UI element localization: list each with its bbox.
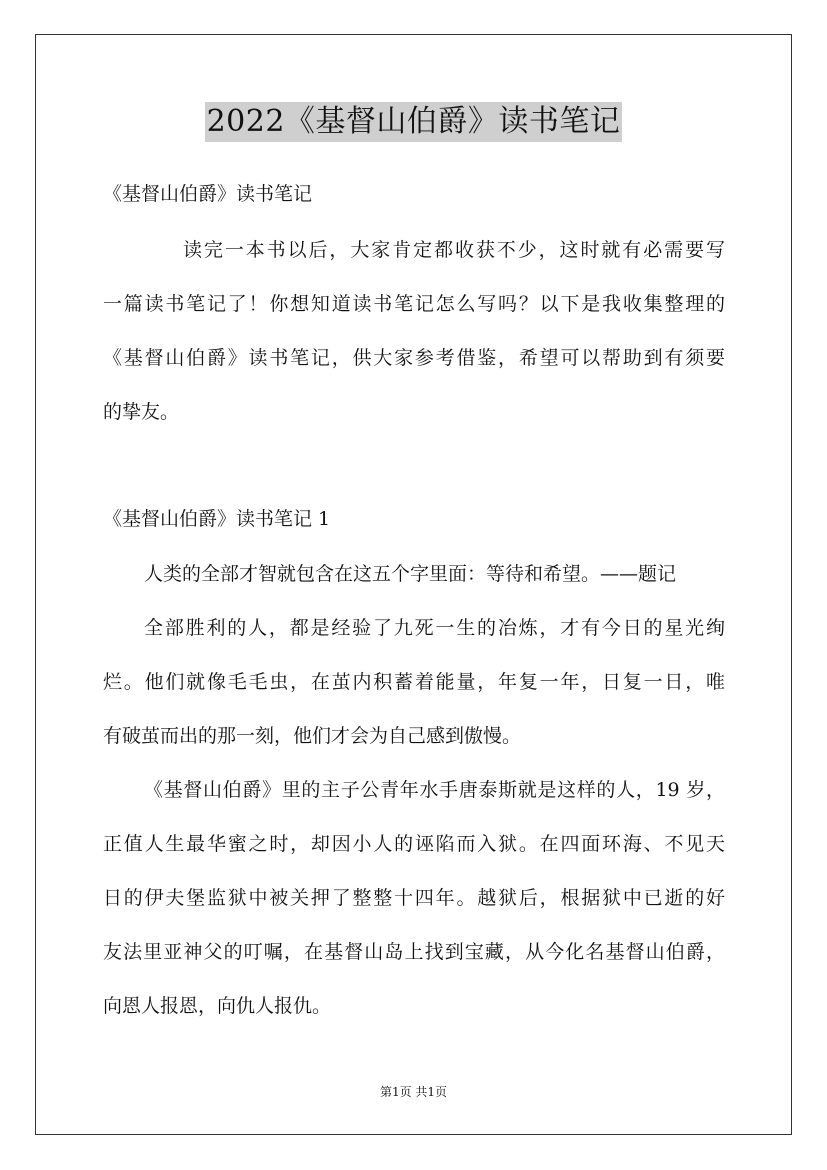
body-line-1: 人类的全部才智就包含在这五个字里面：等待和希望。——题记 <box>144 563 677 585</box>
body-line-5: 《基督山伯爵》里的主子公青年水手唐泰斯就是这样的人，19 岁， <box>144 779 725 801</box>
body-line-6: 正值人生最华蜜之时，却因小人的诬陷而入狱。在四面环海、不见天 <box>103 833 725 855</box>
intro-line-2: 一篇读书笔记了！你想知道读书笔记怎么写吗？以下是我收集整理的 <box>103 293 725 315</box>
body-line-4: 有破茧而出的那一刻，他们才会为自己感到傲慢。 <box>103 725 522 747</box>
body-line-8: 友法里亚神父的叮嘱，在基督山岛上找到宝藏，从今化名基督山伯爵， <box>103 941 725 963</box>
title-container <box>0 102 827 142</box>
body-line-9: 向恩人报恩，向仇人报仇。 <box>103 995 332 1017</box>
intro-line-3: 《基督山伯爵》读书笔记，供大家参考借鉴，希望可以帮助到有须要 <box>103 347 725 369</box>
document-title: 2022《基督山伯爵》读书笔记 <box>205 102 623 142</box>
body-line-3: 烂。他们就像毛毛虫，在茧内积蓄着能量，年复一年，日复一日，唯 <box>103 671 725 693</box>
section-heading: 《基督山伯爵》读书笔记 1 <box>103 508 331 530</box>
intro-line-1: 读完一本书以后，大家肯定都收获不少，这时就有必需要写 <box>183 239 725 261</box>
page-footer: 第1页 共1页 <box>379 1085 448 1099</box>
body-line-7: 日的伊夫堡监狱中被关押了整整十四年。越狱后，根据狱中已逝的好 <box>103 887 725 909</box>
intro-line-4: 的挚友。 <box>103 401 180 423</box>
subtitle: 《基督山伯爵》读书笔记 <box>103 183 313 205</box>
body-line-2: 全部胜利的人，都是经验了九死一生的冶炼，才有今日的星光绚 <box>144 617 725 639</box>
